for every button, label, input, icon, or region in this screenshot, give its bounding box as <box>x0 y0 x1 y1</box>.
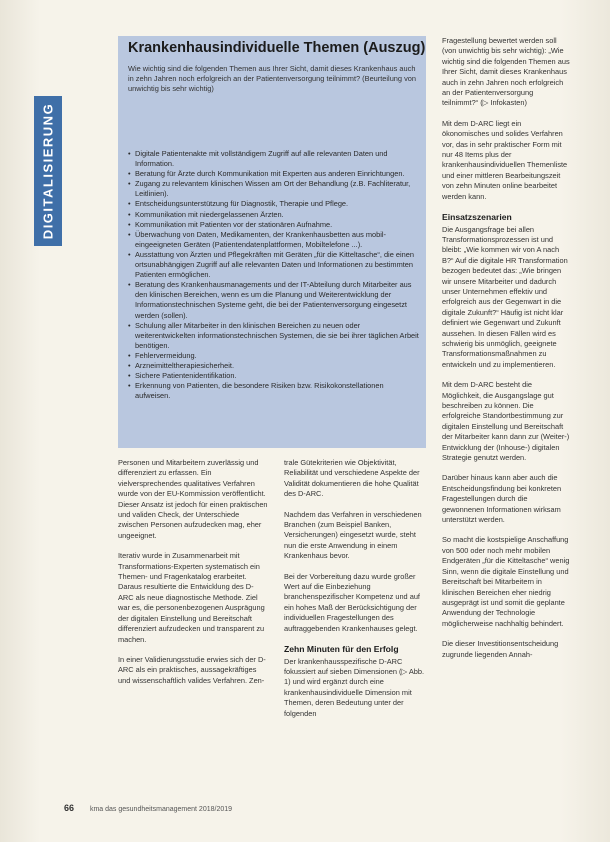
paragraph: Der krankenhausspezifische D-ARC fokussiert auf sieben Dimensionen (▷ Abb. 1) und wird ergänzt durch eine krankenhausindividuelle Dimension mit Themen, deren Bedeutung unter der folgenden <box>284 656 425 718</box>
paragraph: trale Gütekriterien wie Objektivität, Reliabilität und verschiedene Aspekte der Validität dokumentieren die hohe Qualität des D-ARC. <box>284 458 420 499</box>
section-heading: Zehn Minuten für den Erfolg <box>284 644 399 655</box>
list-item: • Beratung des Krankenhausmanagements und der IT-Abteilung durch Mitarbeiter aus den klinischen Bereichen, wenn es um die Planung und Weiterentwicklung der Informationstechnischen Systeme geht, die bei der Patientenversorgung eingesetzt werden (sollen). <box>128 280 420 320</box>
journal-name: kma das gesundheitsmanagement 2018/2019 <box>89 806 233 813</box>
paragraph: Personen und Mitarbeitern zuverlässig und differenziert zu erfassen. Ein vielversprechendes qualitatives Verfahren wurde von der EU-Kommission veröffentlicht. Dieser Ansatz ist jedoch für einen praktischen und validen Check, der Unterschiede zwischen Personen aufzudecken mag, eher ungeeignet. <box>118 458 268 540</box>
paragraph: Mit dem D-ARC besteht die Möglichkeit, die Ausgangslage gut beschreiben zu können. Die erfolgreiche Standortbestimmung zur digitalen Einstellung und Bereitschaft der Mitarbeiter kann dann zur (Weiter-) Entwicklung der (Inhouse-) digitalen Strategie genutzt werden. <box>442 380 570 463</box>
info-box <box>118 36 426 448</box>
list-item: • Erkennung von Patienten, die besondere Risiken bzw. Risikokonstellationen aufweisen. <box>128 381 420 401</box>
paragraph: Die Ausgangsfrage bei allen Transformationsprozessen ist und bleibt: „Wie kommen wir von A nach B?“ Auf die digitale HR Transformation bezogen bedeutet das: „Wie bringen wir unsere Mitarbeiter und dadurch unser Unternehmen effektiv und erfolgreich aus der Gegenwart in die digitale Zukunft?“ Häufig ist nicht klar definiert wie Gegenwart und Zukunft aussehen. In diesen Fällen wird es schwierig bis unmöglich, geeignete Transformationsmaßnahmen zu entwickeln und zu implementieren. <box>442 224 568 369</box>
paragraph: Iterativ wurde in Zusammenarbeit mit Transformations-Experten systematisch ein Themen- und Fragenkatalog erarbeitet. Daraus resultierte die Entwicklung des D-ARC als neue diagnostische Methode. Ziel war es, die personenbezogenen Ausprägung der digitalen Einstellung und Bereitschaft differenziert aufzudecken und transparent zu machen. <box>118 551 265 644</box>
paragraph: So macht die kostspielige Anschaffung von 500 oder noch mehr mobilen Endgeräten „für die Kitteltasche“ wenig Sinn, wenn die digitale Einstellung und Bereitschaft bei Mitarbeitern in klinischen Bereichen eher niedrig ausgeprägt ist und somit die geplante Anwendung der Technologie möglicherweise nachhaltig behindert. <box>442 535 570 628</box>
list-item: • Kommunikation mit Patienten vor der stationären Aufnahme. <box>128 220 420 230</box>
info-box-list <box>128 149 420 401</box>
list-item: • Ausstattung von Ärzten und Pflegekräften mit Geräten „für die Kitteltasche“, die einen ortsunabhängigen Zugriff auf alle relevanten Daten und Informationen zu bestimmten Patienten ermöglichen. <box>128 250 420 280</box>
info-box-title: Krankenhausindividuelle Themen (Auszug) <box>128 40 426 56</box>
page-footer <box>64 803 232 813</box>
paragraph: Nachdem das Verfahren in verschiedenen Branchen (zum Beispiel Banken, Versicherungen) eingesetzt wurde, steht nun die erste Anwendung in einem Krankenhaus bevor. <box>284 509 422 561</box>
list-item: • Kommunikation mit niedergelassenen Ärzten. <box>128 210 420 220</box>
list-item: • Arzneimitteltherapiesicherheit. <box>128 361 420 371</box>
text-column-3 <box>442 36 570 670</box>
list-item: • Sichere Patientenidentifikation. <box>128 371 420 381</box>
list-item: • Fehlervermeidung. <box>128 351 420 361</box>
text-column-1 <box>118 458 268 696</box>
paragraph: Darüber hinaus kann aber auch die Entscheidungsfindung bei konkreten Fragestellungen durch die gewonnenen Informationen wirksam unterstützt werden. <box>442 473 562 525</box>
list-item: • Digitale Patientenakte mit vollständigem Zugriff auf alle relevanten Daten und Information. <box>128 149 420 169</box>
text-column-2 <box>284 458 429 729</box>
list-item: • Beratung für Ärzte durch Kommunikation mit Experten aus anderen Einrichtungen. <box>128 169 420 179</box>
paragraph: Mit dem D-ARC liegt ein ökonomisches und solides Verfahren vor, das in sehr praktischer Form mit nur 48 Items plus der krankenhausindividuellen Themenliste und einer mittleren Bearbeitungszeit von zehn Minuten online bearbeitet werden kann. <box>442 118 568 201</box>
section-tab <box>34 96 62 246</box>
info-box-intro: Wie wichtig sind die folgenden Themen aus Ihrer Sicht, damit dieses Krankenhaus auch in zehn Jahren noch erfolgreich an der Patientenversorgung teilnimmt? (Beurteilung von unwichtig bis sehr wichtig) <box>128 64 416 94</box>
list-item: • Überwachung von Daten, Medikamenten, der Krankenhausbetten aus mobil-eingeeigneten Geräten (Patientendatenplattformen, Mobiltelefone ...). <box>128 230 420 250</box>
section-tab-label: DIGITALISIERUNG <box>40 102 56 240</box>
list-item: • Zugang zu relevantem klinischen Wissen am Ort der Behandlung (z.B. Fachliteratur, Leitlinien). <box>128 179 420 199</box>
paragraph: Fragestellung bewertet werden soll (von unwichtig bis sehr wichtig): „Wie wichtig sind die folgenden Themen aus Ihrer Sicht, damit dieses Krankenhaus auch in zehn Jahren noch erfolgreich an der Patientenversorgung teilnimmt?“ (▷ Infokasten) <box>442 36 570 108</box>
page-number: 66 <box>64 803 75 813</box>
list-item: • Entscheidungsunterstützung für Diagnostik, Therapie und Pflege. <box>128 199 420 209</box>
paragraph: Bei der Vorbereitung dazu wurde großer Wert auf die Einbeziehung branchenspezifischer Kompetenz und auf ein hohes Maß der Berücksichtigung der individuellen Fragestellungen des auftraggebenden Krankenhauses gelegt. <box>284 571 420 633</box>
paragraph: In einer Validierungsstudie erwies sich der D-ARC als ein praktisches, aussagekräftiges und wissenschaftlich valides Verfahren. Zen- <box>118 654 266 685</box>
paragraph: Die dieser Investitionsentscheidung zugrunde liegenden Annah- <box>442 639 559 659</box>
list-item: • Schulung aller Mitarbeiter in den klinischen Bereichen zu neuen oder weiterentwickelten informationstechnischen Systemen, die sie bei ihrer täglichen Arbeit benötigen. <box>128 321 420 351</box>
section-heading: Einsatzszenarien <box>442 212 512 223</box>
